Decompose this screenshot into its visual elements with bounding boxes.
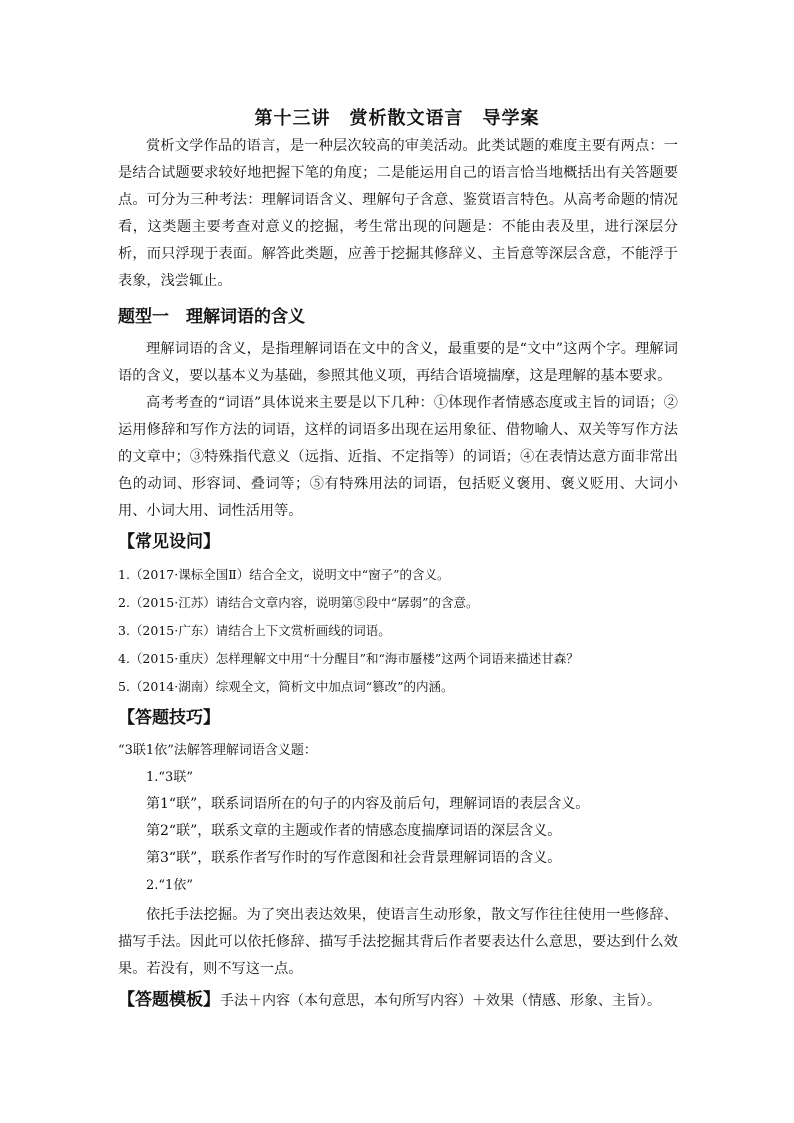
skills-sub-heading-2: 2.“1依” (146, 878, 193, 893)
question-item: 2.（2015·江苏）请结合文章内容，说明第⑤段中“孱弱”的含意。 (118, 595, 479, 610)
skills-lian-2: 第2“联”，联系文章的主题或作者的情感态度揣摩词语的深层含义。 (146, 823, 562, 839)
answer-template-label: 【答题模板】 (118, 990, 220, 1010)
skills-lian-1: 第1“联”，联系词语所在的句子的内容及前后句，理解词语的表层含义。 (146, 796, 590, 812)
answer-template-text: 手法＋内容（本句意思，本句所写内容）＋效果（情感、形象、主旨）。 (220, 993, 661, 1009)
question-item: 3.（2015·广东）请结合上下文赏析画线的词语。 (118, 623, 391, 638)
skills-yi-paragraph: 依托手法挖掘。为了突出表达效果，使语言生动形象，散文写作往往使用一些修辞、描写手法。因此可以依托修辞、描写手法挖掘其背后作者要表达什么意思，要达到什么效果。若没有，则不写这一点。 (118, 907, 678, 977)
word-meaning-paragraph-2: 高考考查的“词语”具体说来主要是以下几种：①体现作者情感态度或主旨的词语；②运用修辞和写作方法的词语，这样的词语多出现在运用象征、借物喻人、双关等写作方法的文章中；③特殊指代意义（远指、近指、不定指等）的词语；④在表情达意方面非常出色的动词、形容词、叠词等；⑤有特殊用法的词语，包括贬义褒用、褒义贬用、大词小用、小词大用、词性活用等。 (118, 395, 678, 519)
skills-lian-3: 第3“联”，联系作者写作时的写作意图和社会背景理解词语的含义。 (146, 850, 562, 866)
question-item: 1.（2017·课标全国Ⅱ）结合全文，说明文中“窗子”的含义。 (118, 567, 450, 582)
question-item: 4.（2015·重庆）怎样理解文中用“十分醒目”和“海市蜃楼”这两个词语来描述甘森？ (118, 651, 579, 666)
question-item: 5.（2014·湖南）综观全文，简析文中加点词“篡改”的内涵。 (118, 679, 454, 694)
word-meaning-paragraph-1: 理解词语的含义，是指理解词语在文中的含义，最重要的是“文中”这两个字。理解词语的含义，要以基本义为基础，参照其他义项，再结合语境揣摩，这是理解的基本要求。 (118, 341, 678, 384)
common-questions-heading: 【常见设问】 (118, 532, 220, 552)
answer-skills-heading: 【答题技巧】 (118, 708, 220, 728)
skills-sub-heading-1: 1.“3联” (146, 770, 193, 785)
page-title: 第十三讲 赏析散文语言 导学案 (254, 108, 540, 129)
intro-paragraph: 赏析文学作品的语言，是一种层次较高的审美活动。此类试题的难度主要有两点：一是结合试题要求较好地把握下笔的角度；二是能运用自己的语言恰当地概括出有关答题要点。可分为三种考法：理解词语含义、理解句子含意、鉴赏语言特色。从高考命题的情况看，这类题主要考查对意义的挖掘，考生常出现的问题是：不能由表及里，进行深层分析，而只浮现于表面。解答此类题，应善于挖掘其修辞义、主旨意等深层含意，不能浮于表象，浅尝辄止。 (118, 138, 678, 289)
answer-template-line (118, 985, 661, 1010)
skills-lead: “3联1依”法解答理解词语含义题： (118, 743, 317, 758)
section-heading-word-meaning: 题型一 理解词语的含义 (118, 307, 305, 327)
